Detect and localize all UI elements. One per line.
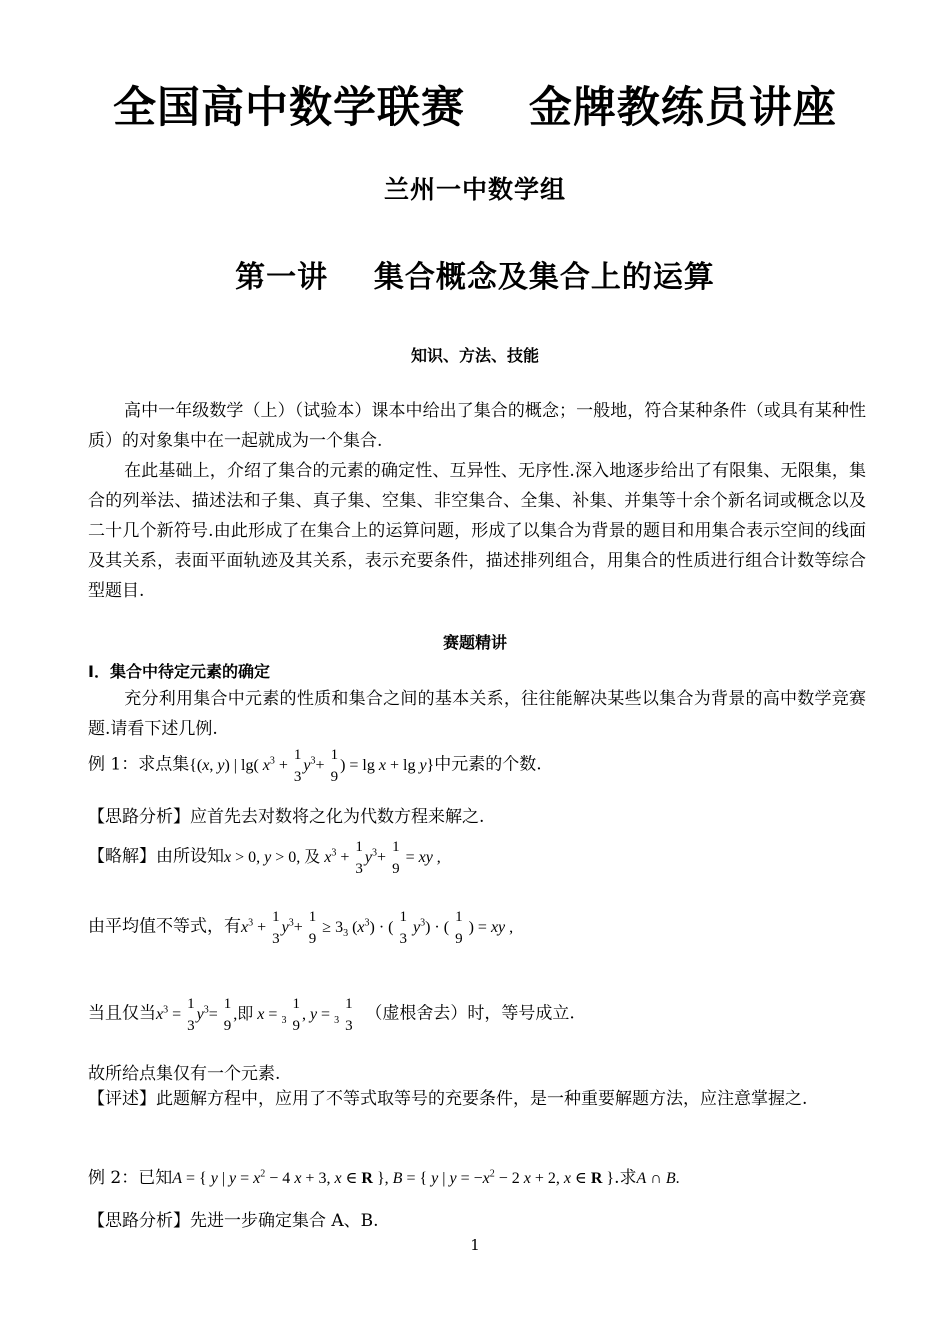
knowledge-heading: 知识、方法、技能 (410, 346, 539, 365)
knowledge-paragraph-1-text: 高中一年级数学（上）（试验本）课本中给出了集合的概念；一般地，符合某种条件（或具有某种性质）的对象集中在一起就成为一个集合. (88, 401, 866, 451)
knowledge-paragraph-2-text: 在此基础上，介绍了集合的元素的确定性、互异性、无序性.深入地逐步给出了有限集、无限集，集合的列举法、描述法和子集、真子集、空集、非空集合、全集、补集、并集等十余个新名词或概念以及二十几个新符号.由此形成了在集合上的运算问题，形成了以集合为背景的题目和用集合表示空间的线面及其关系，表面平面轨迹及其关系，表示充要条件，描述排列组合，用集合的性质进行组合计数等综合型题目. (88, 461, 866, 601)
page-number: 1 (470, 1236, 480, 1254)
competition-intro-text: 充分利用集合中元素的性质和集合之间的基本关系，往往能解决某些以集合为背景的高中数学竞赛题.请看下述几例. (88, 689, 866, 739)
document-title: 全国高中数学联赛 金牌教练员讲座 (113, 83, 837, 133)
analysis-1: 【思路分析】应首先去对数将之化为代数方程来解之. (88, 807, 485, 827)
analysis-2: 【思路分析】先进一步确定集合 A、B. (88, 1211, 379, 1231)
example-2: 例 2：已知A = { y | $y = x^2 - 4$ x + 3, x ∈ R }, B = { y | $y = -x^2 - 2$ x + 2, x ∈ R }.求A ∩ B. (88, 1168, 680, 1188)
knowledge-paragraph-2 (88, 456, 866, 606)
knowledge-paragraph-1 (88, 396, 866, 456)
conclusion-1: 故所给点集仅有一个元素. (88, 1064, 281, 1084)
subsection-heading: Ⅰ．集合中待定元素的确定 (88, 662, 270, 681)
example-1: 例 1：求点集{(x, y) | lg( $x^3$ + 1 3 $y^3+$ 1 9 ) = lg x + lg y}中元素的个数. (88, 747, 542, 785)
amgm-expression: $x^3$ + 1 3 $y^3+$ 1 9 ≥ $3_3$ $(x^3)$ · ( 1 3 $y^3$) · ( 1 9 ) = xy , (241, 909, 514, 947)
equality-condition: 当且仅当$x^3$ = 1 3 $y^3=$ 1 9 ,即 x = $_3$ 1 9 , y = $_3$ 1 3 （虚根舍去）时，等号成立. (88, 996, 575, 1034)
example-1-label: 例 1 (88, 754, 122, 775)
competition-intro (88, 684, 866, 744)
example-2-label: 例 2 (88, 1168, 122, 1188)
competition-heading: 赛题精讲 (442, 633, 507, 652)
example-2-sets: A = { y | $y = x^2 - 4$ x + 3, x ∈ R }, B = { y | $y = -x^2 - 2$ x + 2, x ∈ R } (172, 1168, 615, 1187)
comment: 【评述】此题解方程中，应用了不等式取等号的充要条件，是一种重要解题方法，应注意掌握之. (88, 1089, 808, 1109)
solution-1-equation: x > 0, y > 0, 及 $x^3$ + 1 3 $y^3+$ 1 9 = xy , (224, 839, 441, 877)
lecture-title: 第一讲 集合概念及集合上的运算 (235, 260, 715, 295)
equality-expression: $x^3$ = 1 3 $y^3=$ 1 9 ,即 x = $_3$ 1 9 , y = $_3$ 1 3 (156, 996, 353, 1034)
example-1-set: {(x, y) | lg( $x^3$ + 1 3 $y^3+$ 1 9 ) = lg x + lg y} (189, 747, 435, 785)
amgm-inequality: 由平均值不等式，有$x^3$ + 1 3 $y^3+$ 1 9 ≥ $3_3$ $(x^3)$ · ( 1 3 $y^3$) · ( 1 9 ) = xy , (88, 909, 514, 947)
document-subtitle: 兰州一中数学组 (383, 175, 566, 204)
solution-1: 【略解】由所设知x > 0, y > 0, 及 $x^3$ + 1 3 $y^3+$ 1 9 = xy , (88, 839, 441, 877)
